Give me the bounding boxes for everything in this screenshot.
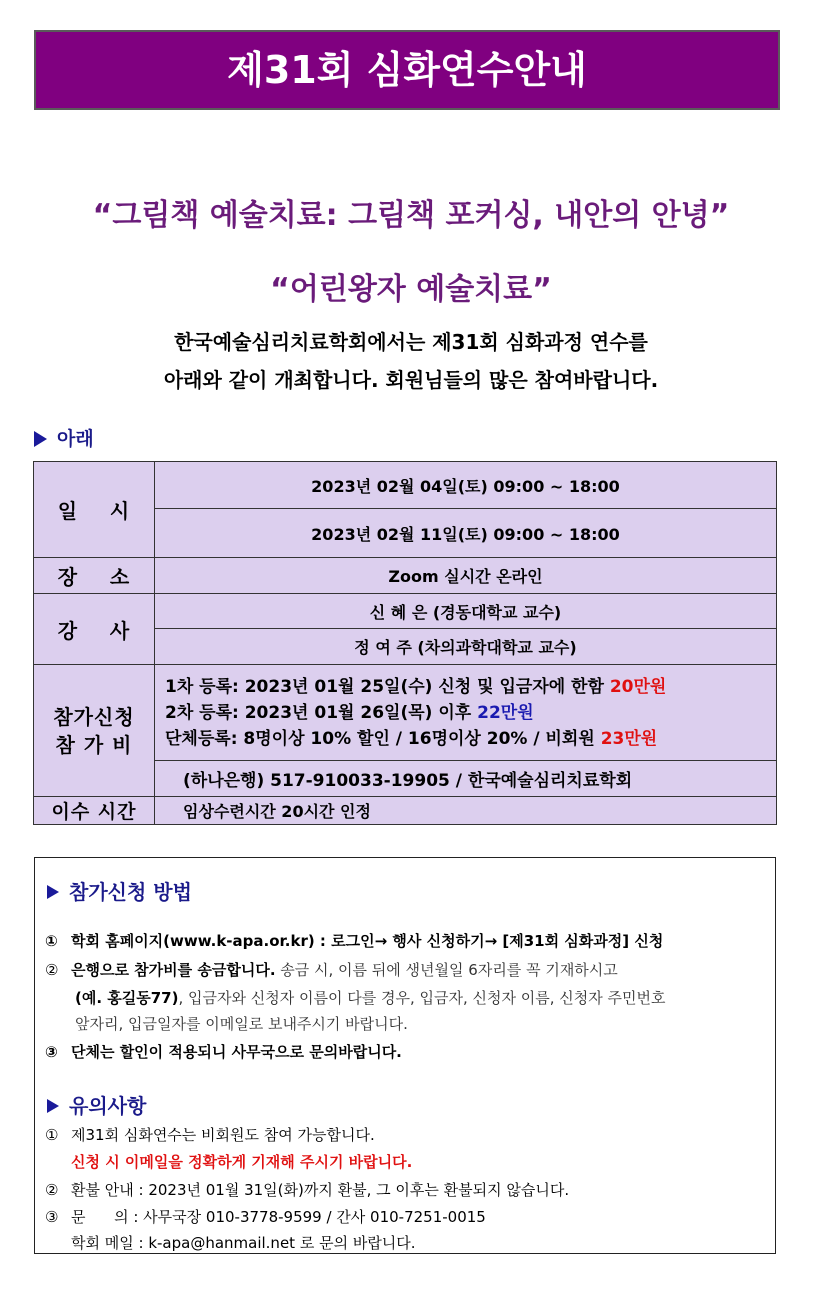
notes-item-3-line-2: 학회 메일 : k-apa@hanmail.net 로 문의 바랍니다. (71, 1234, 416, 1252)
intro-line-2: 아래와 같이 개최합니다. 회원님들의 많은 참여바랍니다. (163, 368, 659, 392)
notes-item-2: ② 환불 안내 : 2023년 01월 31일(화)까지 환불, 그 이후는 환불되지 않습니다. (45, 1181, 570, 1199)
apply-item-2: ② 은행으로 참가비를 송금합니다. 송금 시, 이름 뒤에 생년월일 6자리를 꼭 기재하시고 (45, 961, 618, 979)
fee-label-line-2: 참 가 비 (55, 732, 133, 757)
application-info-box (34, 857, 776, 1254)
fee-details (155, 665, 777, 761)
fee-price-1: 20만원 (609, 676, 667, 697)
below-heading (34, 424, 94, 451)
notes-heading: 유의사항 (47, 1090, 146, 1119)
hours-label: 이수 시간 (34, 797, 155, 825)
fee-label-line-1: 참가신청 (53, 704, 135, 729)
apply-item-2-line-3: 앞자리, 입금일자를 이메일로 보내주시기 바랍니다. (75, 1015, 408, 1033)
event-info-table (33, 461, 777, 825)
place-label: 장 소 (34, 558, 155, 594)
fee-line-3: 단체등록: 8명이상 10% 할인 / 16명이상 20% / 비회원 23만원 (165, 728, 658, 749)
apply-heading: 참가신청 방법 (47, 876, 192, 905)
lecturer-2: 정 여 주 (차의과학대학교 교수) (155, 629, 777, 665)
below-label: 아래 (57, 428, 94, 450)
lecturer-label: 강 사 (34, 594, 155, 665)
subtitle-main: “그림책 예술치료: 그림책 포커싱, 내안의 안녕” (92, 198, 730, 233)
apply-item-1: ① 학회 홈페이지(www.k-apa.or.kr) : 로그인→ 행사 신청하기→ [제31회 심화과정] 신청 (45, 932, 664, 950)
notes-item-3: ③ 문 의 : 사무국장 010-3778-9599 / 간사 010-7251-0015 (45, 1208, 486, 1226)
notes-item-1-warning: 신청 시 이메일을 정확하게 기재해 주시기 바랍니다. (71, 1153, 413, 1171)
subtitle-secondary: “어린왕자 예술치료” (270, 272, 552, 307)
fee-price-2: 22만원 (477, 702, 534, 723)
date-2: 2023년 02월 11일(토) 09:00 ~ 18:00 (155, 509, 777, 558)
hours-value: 임상수련시간 20시간 인정 (155, 797, 777, 825)
apply-item-2-line-2: (예. 홍길동77), 입금자와 신청자 이름이 다를 경우, 입금자, 신청자 이름, 신청자 주민번호 (75, 989, 666, 1007)
bank-account: (하나은행) 517-910033-19905 / 한국예술심리치료학회 (155, 761, 777, 797)
notes-item-1: ① 제31회 심화연수는 비회원도 참여 가능합니다. (45, 1126, 375, 1144)
place-value: Zoom 실시간 온라인 (155, 558, 777, 594)
intro-line-1: 한국예술심리치료학회에서는 제31회 심화과정 연수를 (174, 330, 648, 354)
triangle-bullet-icon (47, 885, 59, 899)
date-1: 2023년 02월 04일(토) 09:00 ~ 18:00 (155, 462, 777, 509)
fee-label (34, 665, 155, 797)
fee-line-1: 1차 등록: 2023년 01월 25일(수) 신청 및 입금자에 한함 20만원 (165, 676, 667, 697)
apply-item-3: ③ 단체는 할인이 적용되니 사무국으로 문의바랍니다. (45, 1043, 402, 1061)
fee-line-2: 2차 등록: 2023년 01월 26일(목) 이후 22만원 (165, 702, 534, 723)
date-label: 일 시 (34, 462, 155, 558)
triangle-bullet-icon (47, 1099, 59, 1113)
banner-title: 제31회 심화연수안내 (34, 30, 780, 110)
fee-price-3: 23만원 (600, 728, 658, 749)
triangle-bullet-icon (34, 431, 47, 447)
lecturer-1: 신 혜 은 (경동대학교 교수) (155, 594, 777, 629)
